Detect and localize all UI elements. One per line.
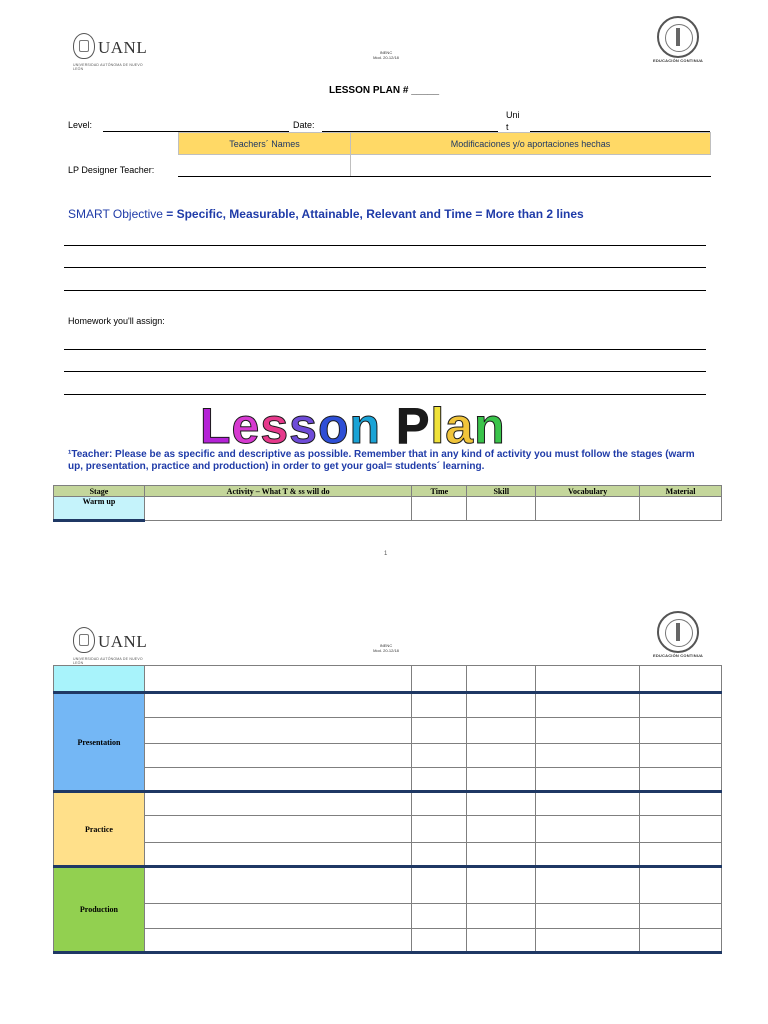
objective-line-3[interactable] (64, 290, 706, 291)
vocabulary-cell[interactable] (536, 867, 640, 904)
uanl-seal-icon (73, 627, 95, 653)
activity-cell[interactable] (144, 843, 412, 867)
banner-letter: e (231, 398, 261, 454)
header-stage: Stage (54, 486, 145, 497)
production-stage-cell: Production (54, 867, 145, 953)
form-code-line1: INENC (379, 50, 393, 55)
vocabulary-cell[interactable] (536, 768, 640, 792)
unit-label-line2: t (506, 122, 509, 132)
table-row (54, 816, 722, 843)
header-skill: Skill (467, 486, 536, 497)
lp-designer-name-field[interactable] (178, 155, 351, 177)
header-activity: Activity – What T & ss will do (144, 486, 412, 497)
form-code-line2: Mod. 20-12/18 (373, 55, 399, 61)
header-material: Material (640, 486, 722, 497)
objective-line-2[interactable] (64, 267, 706, 268)
activity-cell[interactable] (144, 816, 412, 843)
time-cell[interactable] (412, 693, 467, 718)
table-row (54, 867, 722, 904)
form-code-page2 (366, 643, 406, 653)
activity-table (53, 485, 722, 522)
time-cell[interactable] (412, 666, 467, 693)
time-cell[interactable] (412, 904, 467, 929)
vocabulary-cell[interactable] (536, 929, 640, 953)
teachers-names-header: Teachers´ Names (178, 132, 351, 155)
unit-label-line1: Uni (506, 110, 520, 120)
material-cell[interactable] (640, 929, 722, 953)
activity-cell[interactable] (144, 744, 412, 768)
modifications-field[interactable] (350, 155, 711, 177)
time-cell[interactable] (412, 929, 467, 953)
banner-letter: l (430, 398, 446, 454)
smart-objective (68, 207, 584, 221)
banner-letter: s (260, 398, 290, 454)
uanl-name: UANL (98, 38, 148, 57)
uanl-subtitle-page2: UNIVERSIDAD AUTÓNOMA DE NUEVO LEÓN (73, 657, 143, 665)
skill-cell[interactable] (467, 768, 536, 792)
table-row (54, 768, 722, 792)
warmup-stage-cell: Warm up (54, 497, 145, 521)
vocabulary-cell[interactable] (536, 792, 640, 816)
lesson-plan-title: LESSON PLAN # _____ (328, 85, 440, 96)
material-cell[interactable] (640, 904, 722, 929)
objective-line-1[interactable] (64, 245, 706, 246)
table-row (54, 666, 722, 693)
vocabulary-cell[interactable] (536, 497, 640, 521)
banner-letter: P (395, 398, 431, 454)
vocabulary-cell[interactable] (536, 718, 640, 744)
educacion-continua-logo (648, 16, 708, 63)
time-cell[interactable] (412, 867, 467, 904)
vocabulary-cell[interactable] (536, 843, 640, 867)
time-cell[interactable] (412, 718, 467, 744)
presentation-stage-cell: Presentation (54, 693, 145, 792)
uanl-subtitle: UNIVERSIDAD AUTÓNOMA DE NUEVO LEÓN (73, 63, 143, 71)
vocabulary-cell[interactable] (536, 693, 640, 718)
time-cell[interactable] (412, 843, 467, 867)
homework-line-2[interactable] (64, 371, 706, 372)
banner-letter: s (289, 398, 318, 454)
time-cell[interactable] (412, 816, 467, 843)
modifications-header: Modificaciones y/o aportaciones hechas (350, 132, 711, 155)
skill-cell[interactable] (467, 843, 536, 867)
smart-label: SMART Objective (68, 207, 163, 221)
skill-cell[interactable] (467, 792, 536, 816)
header-time: Time (412, 486, 467, 497)
activity-cell[interactable] (144, 666, 412, 693)
banner-letter (381, 398, 396, 454)
homework-label: Homework you'll assign: (68, 316, 165, 326)
material-cell[interactable] (640, 843, 722, 867)
lesson-plan-banner (200, 398, 506, 454)
skill-cell[interactable] (467, 904, 536, 929)
time-cell[interactable] (412, 497, 467, 521)
page-number: 1 (384, 551, 388, 557)
ec-label-page2: EDUCACIÓN CONTINUA (652, 653, 704, 658)
skill-cell[interactable] (467, 666, 536, 693)
uanl-logo (73, 33, 148, 71)
smart-text: = Specific, Measurable, Attainable, Relevant and Time = More than 2 lines (162, 207, 584, 221)
educacion-continua-logo-page2 (648, 611, 708, 658)
banner-letter: n (349, 398, 382, 454)
activity-cell[interactable] (144, 929, 412, 953)
vocabulary-cell[interactable] (536, 744, 640, 768)
table-row (54, 744, 722, 768)
homework-line-3[interactable] (64, 394, 706, 395)
material-cell[interactable] (640, 718, 722, 744)
skill-cell[interactable] (467, 744, 536, 768)
vocabulary-cell[interactable] (536, 904, 640, 929)
material-cell[interactable] (640, 744, 722, 768)
banner-letter: a (445, 398, 475, 454)
banner-letter: L (200, 398, 232, 454)
material-cell[interactable] (640, 666, 722, 693)
activity-cell[interactable] (144, 497, 412, 521)
material-cell[interactable] (640, 867, 722, 904)
stages-table (53, 665, 722, 954)
skill-cell[interactable] (467, 816, 536, 843)
ec-label: EDUCACIÓN CONTINUA (652, 58, 704, 63)
ec-seal-icon (657, 16, 699, 58)
table-row (54, 497, 722, 521)
skill-cell[interactable] (467, 718, 536, 744)
uanl-name-page2: UANL (98, 632, 148, 651)
table-row (54, 718, 722, 744)
vocabulary-cell[interactable] (536, 666, 640, 693)
activity-cell[interactable] (144, 904, 412, 929)
level-label: Level: (68, 120, 93, 130)
skill-cell[interactable] (467, 497, 536, 521)
warmup-continued-cell (54, 666, 145, 693)
teacher-instructions: ¹Teacher: Please be as specific and descriptive as possible. Remember that in any kind of activity you must follow the stages (warm up, presentation, practice and production) in order to get your goal= students´ learning. (68, 449, 695, 472)
activity-cell[interactable] (144, 867, 412, 904)
skill-cell[interactable] (467, 693, 536, 718)
ec-seal-icon (657, 611, 699, 653)
uanl-logo-page2 (73, 627, 148, 665)
material-cell[interactable] (640, 792, 722, 816)
form-code (366, 50, 406, 60)
date-label: Date: (293, 120, 315, 130)
table-row (54, 843, 722, 867)
material-cell[interactable] (640, 693, 722, 718)
skill-cell[interactable] (467, 867, 536, 904)
material-cell[interactable] (640, 768, 722, 792)
activity-table-header (54, 486, 722, 497)
banner-letter: n (474, 398, 506, 454)
table-row (54, 693, 722, 718)
time-cell[interactable] (412, 768, 467, 792)
homework-line-1[interactable] (64, 349, 706, 350)
activity-cell[interactable] (144, 792, 412, 816)
material-cell[interactable] (640, 497, 722, 521)
uanl-seal-icon (73, 33, 95, 59)
time-cell[interactable] (412, 744, 467, 768)
activity-cell[interactable] (144, 718, 412, 744)
form-code-line2: Mod. 20-12/18 (373, 648, 399, 654)
activity-cell[interactable] (144, 768, 412, 792)
table-row (54, 792, 722, 816)
table-row (54, 904, 722, 929)
time-cell[interactable] (412, 792, 467, 816)
practice-stage-cell: Practice (54, 792, 145, 867)
header-vocabulary: Vocabulary (536, 486, 640, 497)
material-cell[interactable] (640, 816, 722, 843)
activity-cell[interactable] (144, 693, 412, 718)
unit-label (506, 109, 520, 133)
skill-cell[interactable] (467, 929, 536, 953)
vocabulary-cell[interactable] (536, 816, 640, 843)
lp-designer-label: LP Designer Teacher: (68, 165, 155, 175)
form-code-line1: INENC (379, 643, 393, 648)
banner-letter: o (317, 398, 350, 454)
table-row (54, 929, 722, 953)
